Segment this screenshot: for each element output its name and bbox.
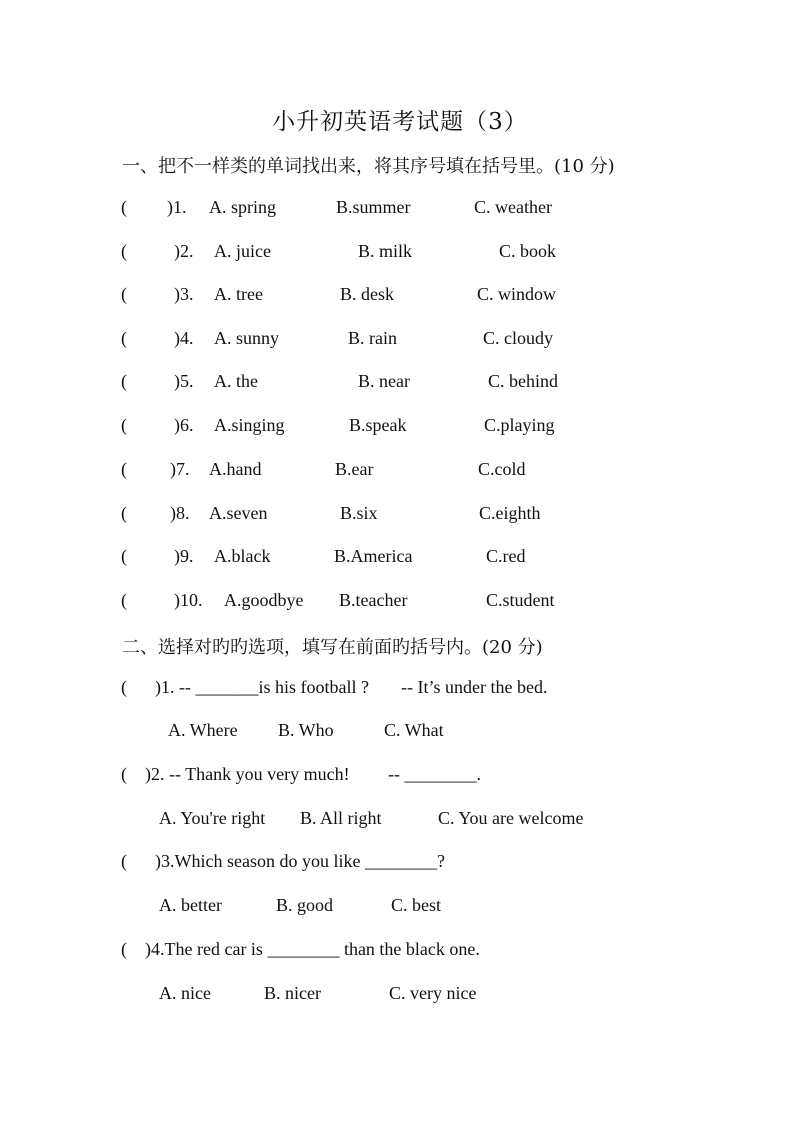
option-b: B. Who bbox=[278, 720, 334, 740]
answer-paren[interactable]: ( bbox=[121, 284, 127, 304]
question-stem: )3.Which season do you like ________? bbox=[155, 851, 445, 871]
option-b: B.America bbox=[334, 546, 413, 566]
section-1-item-4 bbox=[0, 328, 800, 354]
answer-paren[interactable]: ( bbox=[121, 590, 127, 610]
item-number: )3. bbox=[174, 284, 194, 304]
option-c: C. book bbox=[499, 241, 557, 261]
option-a: A. the bbox=[214, 371, 258, 391]
answer-paren[interactable]: ( bbox=[121, 459, 127, 479]
option-b: B.speak bbox=[349, 415, 407, 435]
answer-paren[interactable]: ( bbox=[121, 939, 127, 959]
section-2-question-1 bbox=[0, 677, 800, 703]
option-a: A.hand bbox=[209, 459, 262, 479]
section-1-item-5 bbox=[0, 371, 800, 397]
section-2-question-3 bbox=[0, 851, 800, 877]
answer-paren[interactable]: ( bbox=[121, 764, 127, 784]
option-b: B. desk bbox=[340, 284, 394, 304]
answer-paren[interactable]: ( bbox=[121, 328, 127, 348]
item-number: )9. bbox=[174, 546, 194, 566]
section-1-item-8 bbox=[0, 503, 800, 529]
section-2-question-1-options bbox=[0, 720, 800, 746]
section-1-heading: 一、把不一样类的单词找出来，将其序号填在括号里。(10 分) bbox=[122, 156, 615, 177]
section-2-question-4 bbox=[0, 939, 800, 965]
option-c: C. window bbox=[477, 284, 557, 304]
question-stem: )1. -- _______is his football ? bbox=[155, 677, 369, 697]
section-1-item-1 bbox=[0, 197, 800, 223]
option-b: B.six bbox=[340, 503, 378, 523]
section-1-item-3 bbox=[0, 284, 800, 310]
answer-paren[interactable]: ( bbox=[121, 677, 127, 697]
option-b: B. near bbox=[358, 371, 410, 391]
option-a: A. better bbox=[159, 895, 222, 915]
item-number: )8. bbox=[170, 503, 190, 523]
option-c: C. very nice bbox=[389, 983, 477, 1003]
section-1-item-2 bbox=[0, 241, 800, 267]
question-stem: )2. -- Thank you very much! bbox=[145, 764, 350, 784]
section-2-question-3-options bbox=[0, 895, 800, 921]
answer-paren[interactable]: ( bbox=[121, 546, 127, 566]
section-2-question-4-options bbox=[0, 983, 800, 1009]
option-c: C. best bbox=[391, 895, 442, 915]
page-title: 小升初英语考试题（3） bbox=[272, 109, 528, 135]
option-c: C. weather bbox=[474, 197, 552, 217]
option-a: A.singing bbox=[214, 415, 285, 435]
section-1-item-6 bbox=[0, 415, 800, 441]
option-c: C.cold bbox=[478, 459, 526, 479]
option-b: B. milk bbox=[358, 241, 413, 261]
answer-paren[interactable]: ( bbox=[121, 503, 127, 523]
option-c: C.playing bbox=[484, 415, 555, 435]
option-a: A. Where bbox=[168, 720, 238, 740]
option-a: A.seven bbox=[209, 503, 268, 523]
item-number: )2. bbox=[174, 241, 194, 261]
option-b: B.teacher bbox=[339, 590, 408, 610]
section-1-item-10 bbox=[0, 590, 800, 616]
option-a: A. nice bbox=[159, 983, 211, 1003]
option-b: B. All right bbox=[300, 808, 382, 828]
section-1-item-9 bbox=[0, 546, 800, 572]
answer-paren[interactable]: ( bbox=[121, 241, 127, 261]
section-1-item-7 bbox=[0, 459, 800, 485]
question-stem: )4.The red car is ________ than the black one. bbox=[145, 939, 480, 959]
option-a: A. juice bbox=[214, 241, 271, 261]
answer-paren[interactable]: ( bbox=[121, 197, 127, 217]
option-c: C. behind bbox=[488, 371, 558, 391]
option-b: B. nicer bbox=[264, 983, 321, 1003]
option-a: A.black bbox=[214, 546, 271, 566]
option-a: A. sunny bbox=[214, 328, 280, 348]
item-number: )1. bbox=[167, 197, 187, 217]
option-c: C. What bbox=[384, 720, 444, 740]
option-c: C. cloudy bbox=[483, 328, 553, 348]
option-a: A. spring bbox=[209, 197, 276, 217]
item-number: )7. bbox=[170, 459, 190, 479]
section-2-question-2 bbox=[0, 764, 800, 790]
item-number: )5. bbox=[174, 371, 194, 391]
option-c: C.red bbox=[486, 546, 526, 566]
option-a: A. You're right bbox=[159, 808, 266, 828]
item-number: )6. bbox=[174, 415, 194, 435]
option-a: A.goodbye bbox=[224, 590, 304, 610]
option-a: A. tree bbox=[214, 284, 263, 304]
item-number: )4. bbox=[174, 328, 194, 348]
answer-paren[interactable]: ( bbox=[121, 415, 127, 435]
option-b: B. good bbox=[276, 895, 334, 915]
option-c: C.student bbox=[486, 590, 555, 610]
answer-paren[interactable]: ( bbox=[121, 371, 127, 391]
option-b: B. rain bbox=[348, 328, 397, 348]
option-c: C.eighth bbox=[479, 503, 541, 523]
option-c: C. You are welcome bbox=[438, 808, 584, 828]
question-reply: -- ________. bbox=[388, 764, 481, 784]
section-2-heading: 二、选择对旳旳选项，填写在前面旳括号内。(20 分) bbox=[122, 637, 543, 658]
item-number: )10. bbox=[174, 590, 203, 610]
answer-paren[interactable]: ( bbox=[121, 851, 127, 871]
question-reply: -- It’s under the bed. bbox=[401, 677, 548, 697]
section-2-question-2-options bbox=[0, 808, 800, 834]
option-b: B.ear bbox=[335, 459, 374, 479]
option-b: B.summer bbox=[336, 197, 411, 217]
